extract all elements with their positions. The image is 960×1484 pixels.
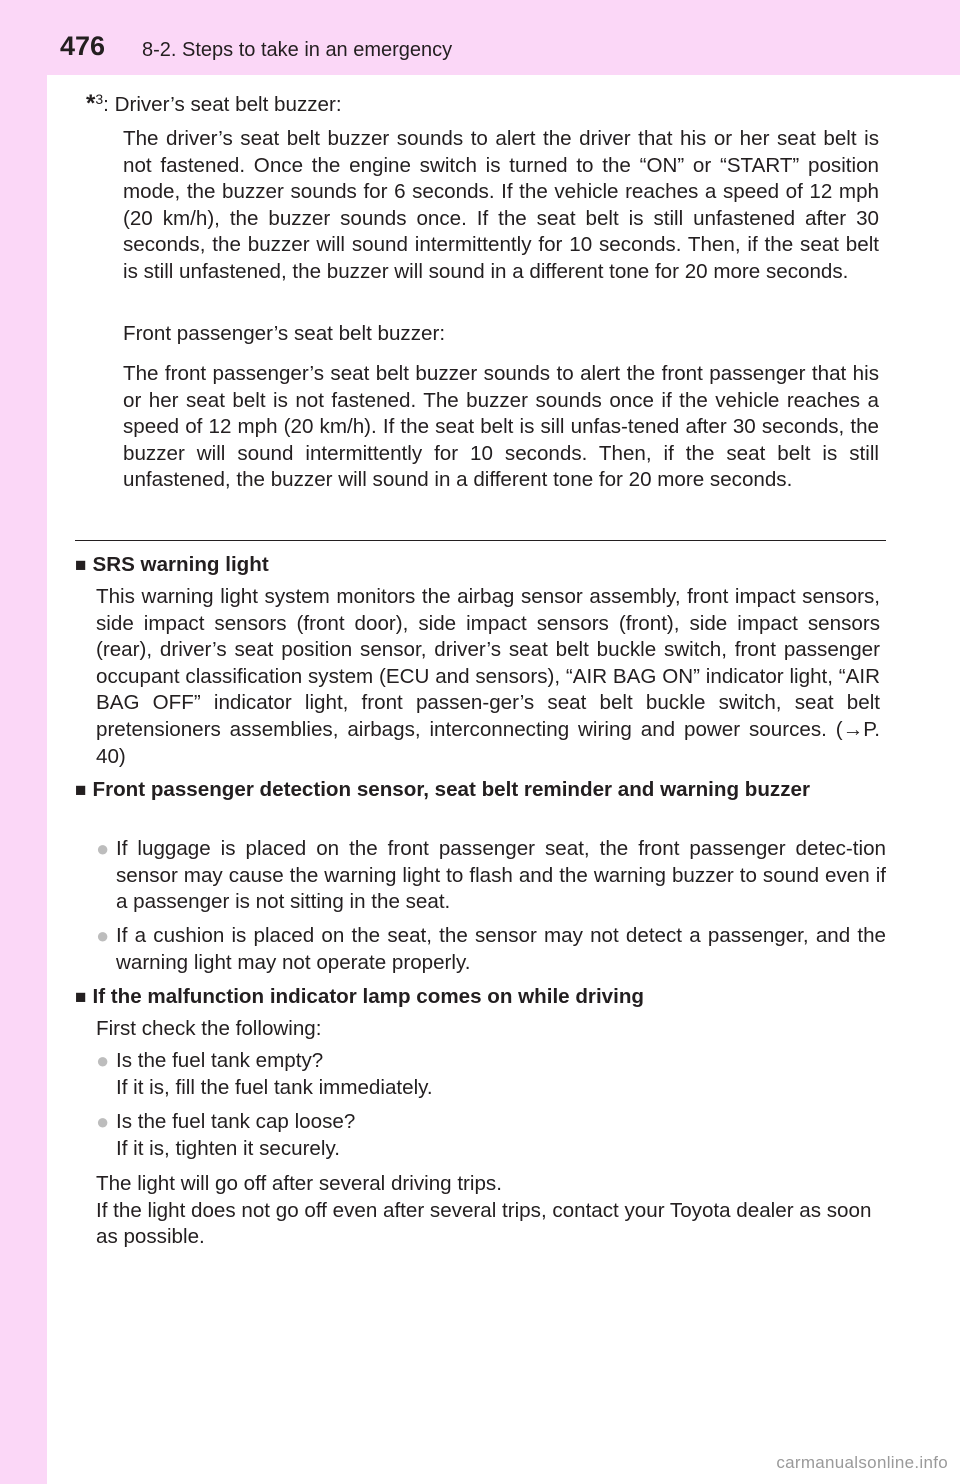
bullet-dot-icon: ● — [96, 1048, 110, 1073]
malfunction-lamp-title: If the malfunction indicator lamp comes on while driving — [92, 985, 645, 1008]
list-item-text — [116, 1109, 886, 1162]
srs-warning-title: SRS warning light — [92, 553, 269, 576]
malfunction-lamp-heading — [75, 984, 886, 1012]
check-intro: First check the following: — [96, 1017, 322, 1040]
section-title: 8-2. Steps to take in an emergency — [142, 39, 453, 61]
srs-warning-body: This warning light system monitors the airbag sensor assembly, front impact sensors, side impact sensors (front door), side impact sensors (front), side impact sensors (rear), driver’s seat position sensor, driver’s seat belt buckle switch, front passenger occupant classification system (ECU and sensors), “AIR BAG ON” indicator light, “AIR BAG OFF” indicator light, front passen-ger’s seat belt buckle switch, seat belt pretensioners assemblies, airbags, interconnecting wiring and power sources. (→P. 40) — [96, 585, 880, 768]
square-bullet-icon: ■ — [75, 780, 87, 801]
buzzer-note-heading — [86, 86, 886, 119]
list-item-text: If luggage is placed on the front passenger seat, the front passenger detec-tion sensor may cause the warning light to flash and the warning buzzer to sound even if a passenger is not sitting in the seat. — [116, 837, 886, 914]
page-number: 476 — [60, 31, 106, 61]
list-item-text: If a cushion is placed on the seat, the sensor may not detect a passenger, and the warning light may not operate properly. — [116, 924, 886, 974]
bullet-dot-icon: ● — [96, 1109, 110, 1134]
check-question: Is the fuel tank cap loose? — [116, 1110, 356, 1133]
note-heading-text: : Driver’s seat belt buzzer: — [103, 93, 342, 116]
square-bullet-icon: ■ — [75, 555, 87, 576]
check-answer: If it is, fill the fuel tank immediately. — [116, 1075, 433, 1099]
square-bullet-icon: ■ — [75, 987, 87, 1008]
passenger-detection-title: Front passenger detection sensor, seat belt reminder and warning buzzer — [92, 778, 810, 801]
outro-line-1: The light will go off after several driving trips. — [96, 1172, 502, 1195]
check-question: Is the fuel tank empty? — [116, 1049, 324, 1072]
bullet-dot-icon: ● — [96, 923, 110, 948]
watermark-text: carmanualsonline.info — [776, 1453, 948, 1472]
srs-warning-heading — [75, 552, 886, 580]
bullet-dot-icon: ● — [96, 836, 110, 861]
passenger-buzzer-paragraph: The front passenger’s seat belt buzzer sounds to alert the front passenger that his or her seat belt is not fastened. The buzzer sounds once if the vehicle reaches a speed of 12 mph (20 km/h). If the seat belt is sill unfas-tened after 30 seconds, the buzzer will sound intermittently for 10 seconds. Then, if the seat belt is still unfastened, the buzzer will sound in a different tone for 20 more seconds. — [123, 362, 879, 492]
driver-buzzer-paragraph: The driver’s seat belt buzzer sounds to alert the driver that his or her seat belt is not fastened. Once the engine switch is turned to the “ON” or “START” position mode, the buzzer sounds for 6 seconds. If the vehicle reaches a speed of 12 mph (20 km/h), the buzzer sounds once. If the seat belt is still unfastened after 30 seconds, the buzzer will sound intermittently for 10 seconds. Then, if the seat belt is still unfastened, the buzzer will sound in a different tone for 20 more seconds. — [123, 127, 879, 283]
passenger-detection-heading — [75, 777, 886, 805]
note-mark: * — [86, 90, 96, 117]
passenger-buzzer-heading: Front passenger’s seat belt buzzer: — [123, 322, 446, 345]
check-answer: If it is, tighten it securely. — [116, 1136, 340, 1160]
outro-line-2: If the light does not go off even after several trips, contact your Toyota dealer as soon as possible. — [96, 1198, 872, 1249]
list-item-text — [116, 1048, 886, 1101]
malfunction-outro — [96, 1171, 880, 1251]
section-divider — [75, 540, 886, 541]
note-sup: 3 — [95, 91, 104, 107]
